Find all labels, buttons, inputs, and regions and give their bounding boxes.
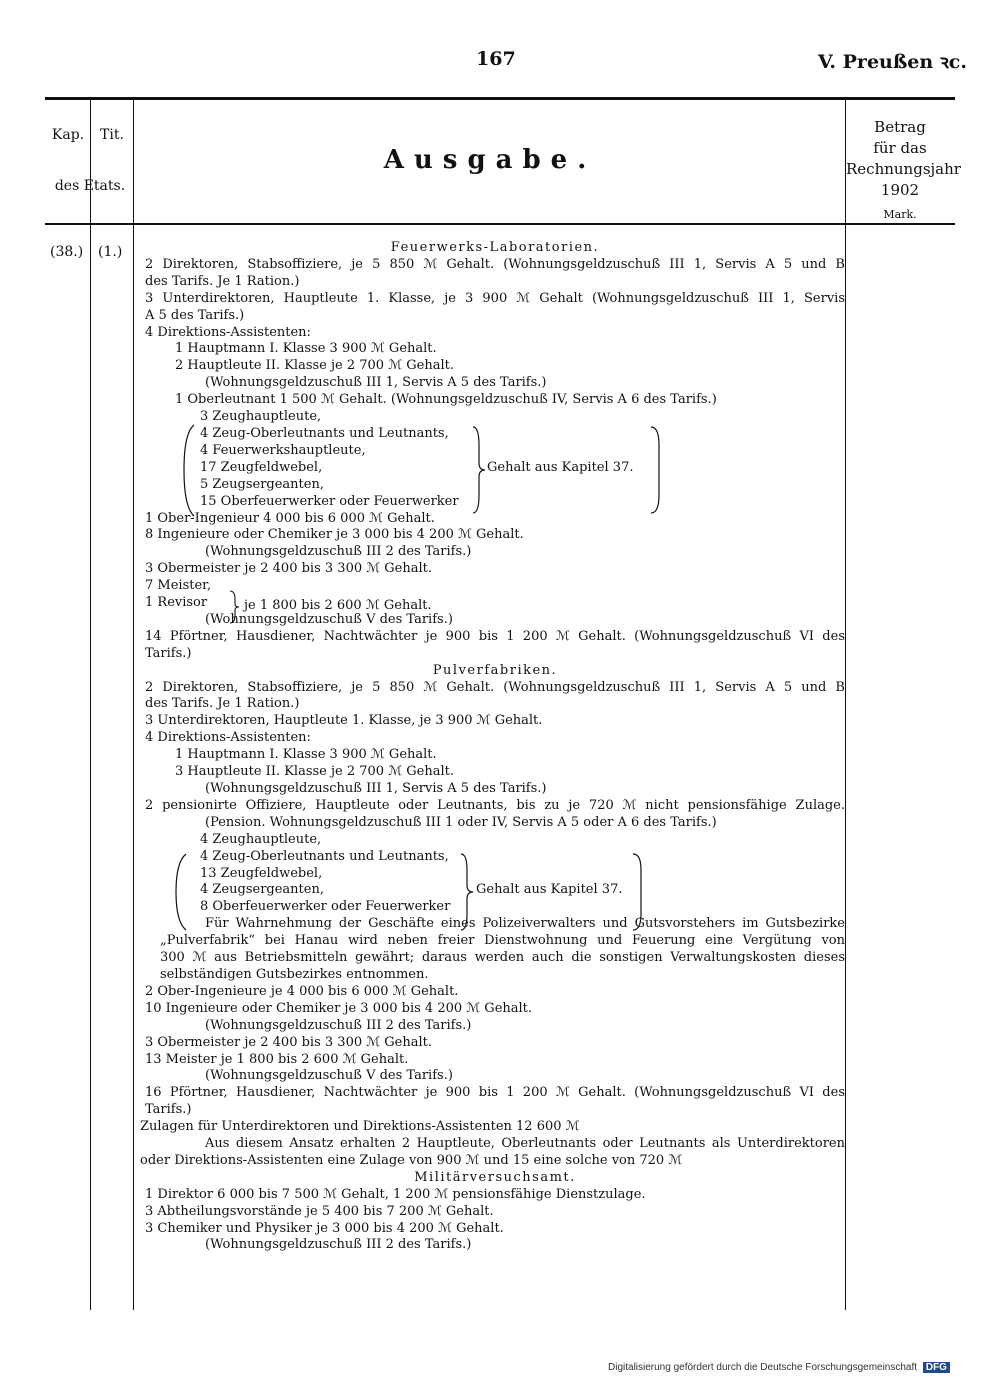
section-heading: Militärversuchsamt. [414,1169,576,1185]
list-item: 3 Hauptleute II. Klasse je 2 700 ℳ Gehalt. [175,764,454,780]
expenditure-list [140,240,845,1254]
list-item: (Wohnungsgeldzuschuß III 2 des Tarifs.) [205,1017,472,1033]
list-item: A 5 des Tarifs.) [145,307,245,323]
list-item: (Wohnungsgeldzuschuß III 2 des Tarifs.) [205,1237,472,1253]
list-item: „Pulverfabrik“ bei Hanau wird neben freier Dienstwohnung und Feuerung eine Vergütung von [160,933,845,949]
list-item: Aus diesem Ansatz erhalten 2 Hauptleute, Oberleutnants oder Leutnants als Unterdirektoren [205,1136,845,1152]
list-item: des Tarifs. Je 1 Ration.) [145,273,300,289]
list-item: 2 Direktoren, Stabsoffiziere, je 5 850 ℳ Gehalt. (Wohnungsgeldzuschuß III 1, Servis A 5 und B [145,679,845,695]
brace-note-2: Gehalt aus Kapitel 37. [476,882,623,897]
brace-note-1: Gehalt aus Kapitel 37. [487,460,634,475]
brace-note-meister: je 1 800 bis 2 600 ℳ Gehalt. [244,598,432,613]
list-item: 4 Zeughauptleute, [200,831,322,847]
list-item: 15 Oberfeuerwerker oder Feuerwerker [200,493,459,509]
list-item: 4 Zeug-Oberleutnants und Leutnants, [200,848,449,864]
footer-text: Digitalisierung gefördert durch die Deutsche Forschungsgemeinschaft [608,1362,918,1373]
list-item: 5 Zeugsergeanten, [200,476,324,492]
betrag-line: Betrag [874,118,926,136]
tit-number: (1.) [98,244,123,260]
list-item: des Tarifs. Je 1 Ration.) [145,696,300,712]
list-item: 3 Unterdirektoren, Hauptleute 1. Klasse, je 3 900 ℳ Gehalt. [145,713,543,729]
header-tit: Tit. [100,127,124,143]
betrag-line: für das [873,139,927,157]
section-label: V. Preußen ꝛc. [818,51,967,73]
column-divider-kap [90,100,91,1310]
brace-meister [228,590,240,628]
brace-open-2 [172,852,190,936]
digitization-footer [608,1362,950,1373]
list-item: 14 Pförtner, Hausdiener, Nachtwächter je 900 bis 1 200 ℳ Gehalt. (Wohnungsgeldzuschuß VI des [145,628,845,644]
list-item: 3 Abtheilungsvorstände je 5 400 bis 7 200 ℳ Gehalt. [145,1203,494,1219]
dfg-logo: DFG [923,1362,950,1373]
brace-open-1 [180,423,198,522]
list-item: 2 Direktoren, Stabsoffiziere, je 5 850 ℳ Gehalt. (Wohnungsgeldzuschuß III 1, Servis A 5 und B [145,256,845,272]
list-item: Für Wahrnehmung der Geschäfte eines Polizeiverwalters und Gutsvorstehers im Gutsbezirke [205,916,845,932]
list-item: 1 Direktor 6 000 bis 7 500 ℳ Gehalt, 1 200 ℳ pensionsfähige Dienstzulage. [145,1186,646,1202]
left-brace-icon [172,852,190,932]
list-item: 1 Hauptmann I. Klasse 3 900 ℳ Gehalt. [175,341,437,357]
list-item: 13 Zeugfeldwebel, [200,865,323,881]
list-item: 3 Zeughauptleute, [200,409,322,425]
betrag-line: Rechnungsjahr [846,160,961,178]
page-number: 167 [476,48,516,70]
list-item: 4 Zeugsergeanten, [200,882,324,898]
betrag-year: 1902 [880,181,920,199]
list-item: (Wohnungsgeldzuschuß III 1, Servis A 5 des Tarifs.) [205,781,547,796]
kap-number: (38.) [50,244,84,260]
list-item: Tarifs.) [145,645,192,661]
page-title: Ausgabe. [383,145,597,175]
list-item: 10 Ingenieure oder Chemiker je 3 000 bis 4 200 ℳ Gehalt. [145,1000,533,1016]
list-item: 4 Direktions-Assistenten: [145,730,311,746]
list-item: oder Direktions-Assistenten eine Zulage von 900 ℳ und 15 eine solche von 720 ℳ [140,1152,683,1168]
list-item: 3 Chemiker und Physiker je 3 000 bis 4 200 ℳ Gehalt. [145,1220,504,1236]
list-item: 4 Feuerwerkshauptleute, [200,442,366,458]
list-item: 2 pensionirte Offiziere, Hauptleute oder Leutnants, bis zu je 720 ℳ nicht pensionsfähige Zulage. [145,797,845,813]
header-rule [45,223,955,225]
header-kap: Kap. [51,127,85,143]
list-item: (Pension. Wohnungsgeldzuschuß III 1 oder IV, Servis A 5 oder A 6 des Tarifs.) [205,814,717,830]
list-item: (Wohnungsgeldzuschuß V des Tarifs.) [205,1068,453,1084]
list-item: 4 Direktions-Assistenten: [145,324,311,340]
list-item: 2 Ober-Ingenieure je 4 000 bis 6 000 ℳ Gehalt. [145,983,459,999]
top-rule [45,97,955,100]
list-item: 8 Ingenieure oder Chemiker je 3 000 bis 4 200 ℳ Gehalt. [145,527,524,543]
list-item: (Wohnungsgeldzuschuß III 1, Servis A 5 des Tarifs.) [205,375,547,391]
list-item: 3 Obermeister je 2 400 bis 3 300 ℳ Gehalt. [145,561,432,577]
section-heading: Pulverfabriken. [432,662,558,678]
list-item: 1 Revisor [145,595,208,611]
list-item: (Wohnungsgeldzuschuß III 2 des Tarifs.) [205,544,472,560]
brace-icon [228,590,240,624]
list-item: 2 Hauptleute II. Klasse je 2 700 ℳ Gehalt. [175,358,454,374]
list-item: 1 Oberleutnant 1 500 ℳ Gehalt. (Wohnungsgeldzuschuß IV, Servis A 6 des Tarifs.) [175,392,717,408]
list-item: Zulagen für Unterdirektoren und Direktions-Assistenten 12 600 ℳ [140,1119,580,1135]
list-item: selbständigen Gutsbezirkes entnommen. [160,966,429,982]
header-des-etats: des Etats. [54,178,126,194]
list-item: 13 Meister je 1 800 bis 2 600 ℳ Gehalt. [145,1051,409,1067]
header-mark: Mark. [883,208,917,221]
list-item: (Wohnungsgeldzuschuß V des Tarifs.) [205,611,453,627]
list-item: 300 ℳ aus Betriebsmitteln gewährt; daraus werden auch die sonstigen Verwaltungskosten dieses [160,950,845,966]
column-divider-tit [133,100,134,1310]
header-betrag [846,117,961,201]
list-item: 7 Meister, [145,578,212,594]
column-divider-betrag [845,100,846,1310]
list-item: 8 Oberfeuerwerker oder Feuerwerker [200,899,451,915]
left-brace-icon [180,423,198,518]
list-item: 4 Zeug-Oberleutnants und Leutnants, [200,425,449,441]
list-item: 1 Hauptmann I. Klasse 3 900 ℳ Gehalt. [175,747,437,763]
list-item: Tarifs.) [145,1102,192,1118]
list-item: 17 Zeugfeldwebel, [200,459,323,475]
section-heading: Feuerwerks-Laboratorien. [390,240,600,255]
list-item: 1 Ober-Ingenieur 4 000 bis 6 000 ℳ Gehalt. [145,510,435,526]
list-item: 3 Unterdirektoren, Hauptleute 1. Klasse, je 3 900 ℳ Gehalt (Wohnungsgeldzuschuß III 1, Servis [145,290,845,306]
list-item: 16 Pförtner, Hausdiener, Nachtwächter je 900 bis 1 200 ℳ Gehalt. (Wohnungsgeldzuschuß VI des [145,1085,845,1101]
list-item: 3 Obermeister je 2 400 bis 3 300 ℳ Gehalt. [145,1034,432,1050]
